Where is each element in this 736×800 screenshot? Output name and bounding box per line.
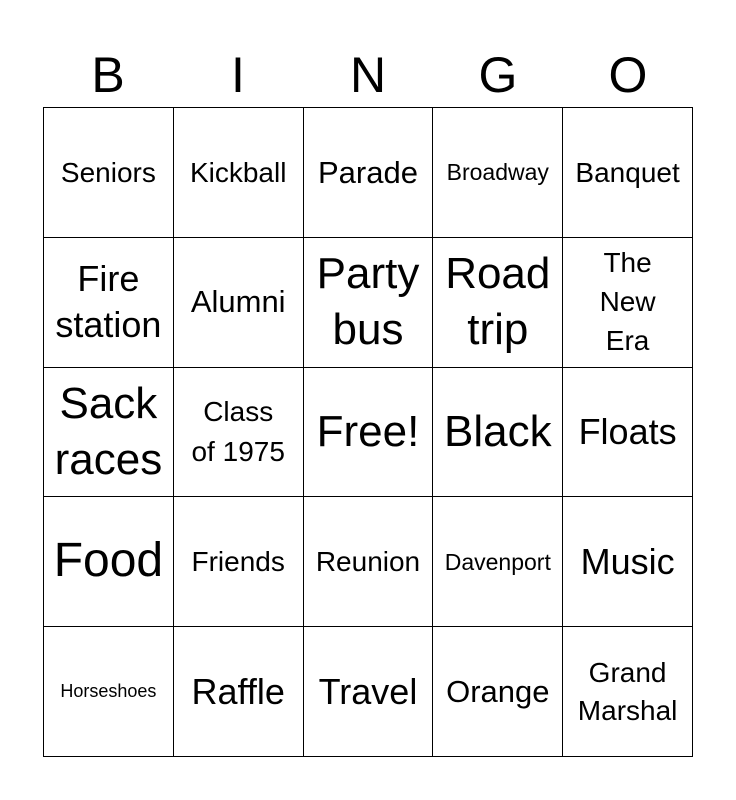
bingo-cell[interactable]: Grand Marshal	[563, 627, 693, 757]
bingo-cell[interactable]: Orange	[433, 627, 563, 757]
bingo-board	[43, 107, 693, 757]
bingo-cell[interactable]: The New Era	[563, 238, 693, 368]
bingo-cell[interactable]: Horseshoes	[44, 627, 174, 757]
bingo-cell[interactable]: Banquet	[563, 108, 693, 238]
bingo-cell[interactable]: Black	[433, 368, 563, 498]
bingo-cell[interactable]: Alumni	[174, 238, 304, 368]
header-letter-b: B	[91, 47, 125, 103]
header-letter-g: G	[478, 47, 518, 103]
header-letter-i: I	[231, 47, 245, 103]
bingo-cell[interactable]: Parade	[304, 108, 434, 238]
bingo-header	[43, 44, 693, 106]
header-letter-n: N	[349, 47, 387, 103]
bingo-cell[interactable]: Seniors	[44, 108, 174, 238]
bingo-cell[interactable]: Kickball	[174, 108, 304, 238]
bingo-cell[interactable]: Floats	[563, 368, 693, 498]
bingo-cell[interactable]: Raffle	[174, 627, 304, 757]
bingo-cell[interactable]: Fire station	[44, 238, 174, 368]
bingo-cell[interactable]: Free!	[304, 368, 434, 498]
bingo-cell[interactable]: Food	[44, 497, 174, 627]
header-letter-o: O	[608, 47, 648, 103]
bingo-cell[interactable]: Broadway	[433, 108, 563, 238]
bingo-cell[interactable]: Davenport	[433, 497, 563, 627]
bingo-cell[interactable]: Class of 1975	[174, 368, 304, 498]
bingo-cell[interactable]: Road trip	[433, 238, 563, 368]
bingo-cell[interactable]: Party bus	[304, 238, 434, 368]
bingo-cell[interactable]: Sack races	[44, 368, 174, 498]
bingo-cell[interactable]: Reunion	[304, 497, 434, 627]
bingo-cell[interactable]: Music	[563, 497, 693, 627]
bingo-cell[interactable]: Friends	[174, 497, 304, 627]
bingo-cell[interactable]: Travel	[304, 627, 434, 757]
